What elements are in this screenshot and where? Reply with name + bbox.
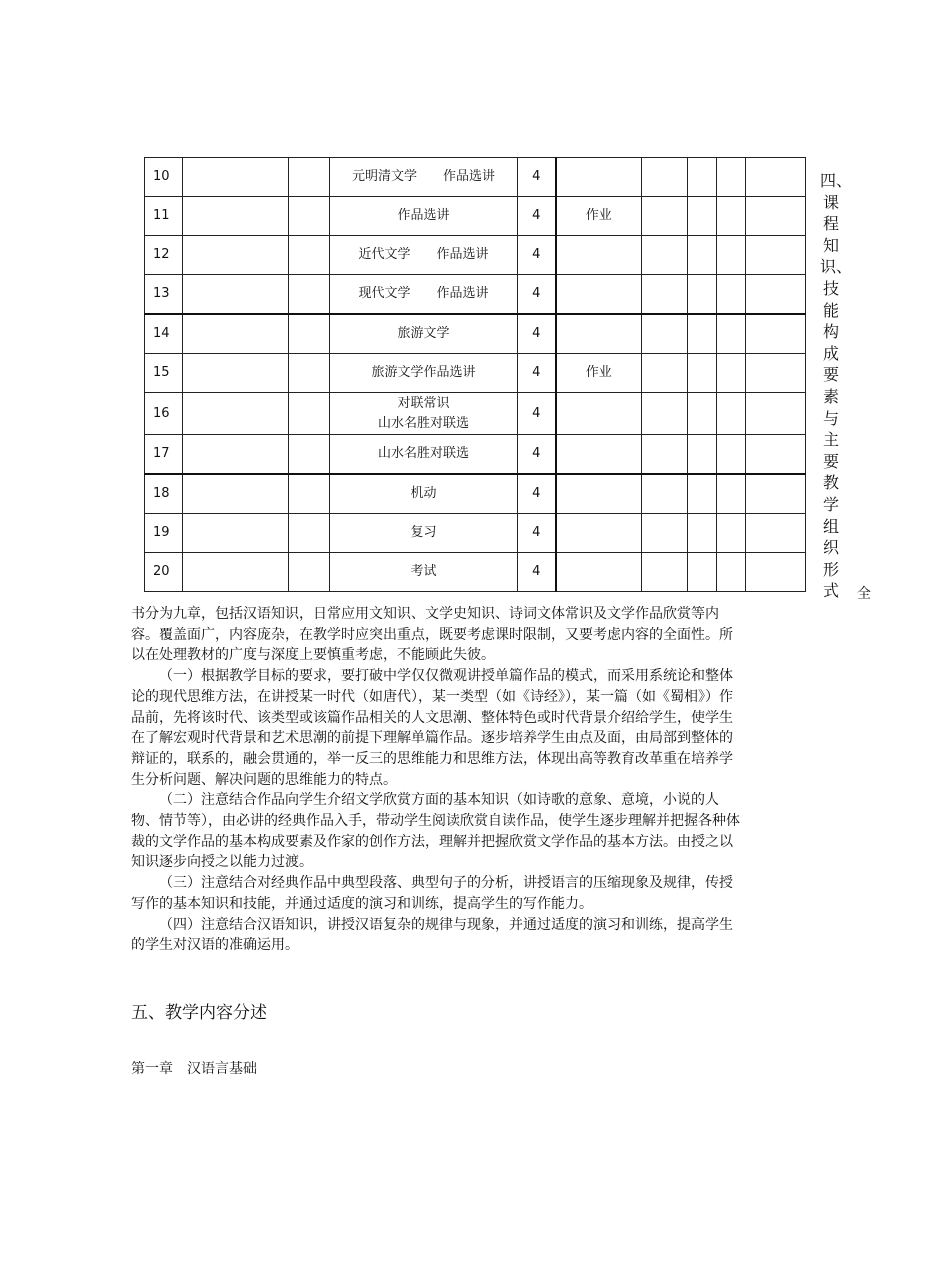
paragraph-2: （二）注意结合作品向学生介绍文学欣赏方面的基本知识（如诗歌的意象、意境，小说的人物、情节等），由必讲的经典作品入手，带动学生阅读欣赏自读作品，使学生逐步理解并把握各种体裁的文学作品的基本构成要素及作家的创作方法，理解并把握欣赏文学作品的基本方法。由授之以知识逐步向授之以能力过渡。	[131, 792, 740, 871]
empty-cell	[746, 514, 806, 553]
empty-cell	[717, 553, 746, 592]
empty-cell	[289, 158, 330, 197]
empty-cell	[746, 197, 806, 236]
note-cell	[556, 158, 642, 197]
empty-cell	[717, 435, 746, 475]
empty-cell	[717, 197, 746, 236]
empty-cell	[642, 393, 688, 435]
topic-cell	[330, 158, 518, 197]
hours-cell: 4	[518, 197, 556, 236]
topic-text: 机动	[410, 486, 437, 501]
table-row	[145, 158, 806, 197]
note-cell: 作业	[556, 197, 642, 236]
week-cell: 19	[145, 514, 183, 553]
note-cell	[556, 474, 642, 514]
empty-cell	[642, 435, 688, 475]
topic-text: 作品选讲	[397, 208, 450, 223]
table-row	[145, 474, 806, 514]
side-trailing-char: 全	[857, 586, 871, 602]
note-cell	[556, 553, 642, 592]
hours-cell: 4	[518, 236, 556, 275]
hours-cell: 4	[518, 314, 556, 354]
empty-cell	[289, 236, 330, 275]
empty-cell	[183, 553, 289, 592]
hours-cell: 4	[518, 514, 556, 553]
topic-cell	[330, 474, 518, 514]
empty-cell	[746, 158, 806, 197]
hours-cell: 4	[518, 393, 556, 435]
week-cell: 18	[145, 474, 183, 514]
topic-cell	[330, 553, 518, 592]
week-cell: 13	[145, 275, 183, 315]
empty-cell	[688, 514, 717, 553]
empty-cell	[642, 275, 688, 315]
empty-cell	[289, 553, 330, 592]
empty-cell	[289, 354, 330, 393]
empty-cell	[717, 474, 746, 514]
week-cell: 14	[145, 314, 183, 354]
section-5-title: 五、教学内容分述	[131, 1003, 267, 1023]
topic-text: 现代文学 作品选讲	[358, 286, 489, 301]
empty-cell	[642, 553, 688, 592]
hours-cell: 4	[518, 275, 556, 315]
empty-cell	[289, 393, 330, 435]
hours-cell: 4	[518, 474, 556, 514]
empty-cell	[642, 354, 688, 393]
empty-cell	[688, 435, 717, 475]
note-cell	[556, 514, 642, 553]
table-row	[145, 435, 806, 475]
empty-cell	[746, 275, 806, 315]
week-cell: 15	[145, 354, 183, 393]
week-cell: 11	[145, 197, 183, 236]
empty-cell	[289, 275, 330, 315]
topic-cell	[330, 236, 518, 275]
empty-cell	[183, 393, 289, 435]
table-row	[145, 553, 806, 592]
empty-cell	[289, 514, 330, 553]
schedule-table	[144, 157, 806, 592]
empty-cell	[746, 393, 806, 435]
empty-cell	[688, 158, 717, 197]
week-cell: 12	[145, 236, 183, 275]
empty-cell	[642, 236, 688, 275]
empty-cell	[746, 314, 806, 354]
empty-cell	[717, 514, 746, 553]
empty-cell	[289, 197, 330, 236]
empty-cell	[688, 314, 717, 354]
topic-cell	[330, 197, 518, 236]
note-cell	[556, 435, 642, 475]
empty-cell	[717, 236, 746, 275]
topic-text: 复习	[410, 525, 437, 540]
topic-text: 对联常识	[397, 395, 450, 411]
empty-cell	[183, 275, 289, 315]
empty-cell	[183, 354, 289, 393]
hours-cell: 4	[518, 354, 556, 393]
empty-cell	[642, 514, 688, 553]
week-cell: 20	[145, 553, 183, 592]
topic-cell	[330, 354, 518, 393]
empty-cell	[642, 158, 688, 197]
paragraph-intro: 书分为九章，包括汉语知识，日常应用文知识、文学史知识、诗词文体常识及文学作品欣赏等内容。覆盖面广，内容庞杂，在教学时应突出重点，既要考虑课时限制，又要考虑内容的全面性。所以在处理教材的广度与深度上要慎重考虑，不能顾此失彼。	[131, 606, 733, 664]
topic-cell	[330, 393, 518, 435]
table-row	[145, 354, 806, 393]
empty-cell	[289, 474, 330, 514]
empty-cell	[688, 236, 717, 275]
topic-text: 旅游文学作品选讲	[371, 365, 476, 380]
note-cell: 作业	[556, 354, 642, 393]
empty-cell	[289, 314, 330, 354]
table-row	[145, 393, 806, 435]
empty-cell	[183, 236, 289, 275]
week-cell: 16	[145, 393, 183, 435]
topic-text: 旅游文学	[397, 326, 450, 341]
empty-cell	[183, 435, 289, 475]
paragraph-4: （四）注意结合汉语知识，讲授汉语复杂的规律与现象，并通过适度的演习和训练，提高学生的学生对汉语的准确运用。	[131, 916, 733, 954]
topic-text: 元明清文学 作品选讲	[351, 169, 495, 184]
topic-text: 近代文学 作品选讲	[358, 247, 489, 262]
empty-cell	[183, 197, 289, 236]
empty-cell	[688, 553, 717, 592]
note-cell	[556, 314, 642, 354]
empty-cell	[642, 197, 688, 236]
empty-cell	[183, 514, 289, 553]
empty-cell	[688, 197, 717, 236]
empty-cell	[717, 314, 746, 354]
schedule-body	[145, 158, 806, 592]
hours-cell: 4	[518, 158, 556, 197]
side-heading: 四、课程知识、技能构成要素与主要教学组织形式	[820, 171, 853, 601]
empty-cell	[746, 474, 806, 514]
empty-cell	[183, 158, 289, 197]
empty-cell	[746, 354, 806, 393]
topic-cell	[330, 314, 518, 354]
topic-text: 考试	[410, 564, 437, 579]
topic-cell	[330, 275, 518, 315]
hours-cell: 4	[518, 553, 556, 592]
empty-cell	[642, 314, 688, 354]
empty-cell	[183, 314, 289, 354]
week-cell: 17	[145, 435, 183, 475]
empty-cell	[688, 474, 717, 514]
empty-cell	[717, 354, 746, 393]
empty-cell	[688, 393, 717, 435]
empty-cell	[642, 474, 688, 514]
chapter-1-title: 第一章 汉语言基础	[131, 1061, 257, 1077]
empty-cell	[717, 275, 746, 315]
empty-cell	[746, 435, 806, 475]
table-row	[145, 236, 806, 275]
empty-cell	[717, 393, 746, 435]
empty-cell	[289, 435, 330, 475]
topic-text-line2: 山水名胜对联选	[377, 415, 469, 431]
hours-cell: 4	[518, 435, 556, 475]
empty-cell	[746, 236, 806, 275]
table-row	[145, 314, 806, 354]
table-row	[145, 514, 806, 553]
topic-cell	[330, 514, 518, 553]
paragraph-3: （三）注意结合对经典作品中典型段落、典型句子的分析，讲授语言的压缩现象及规律，传授写作的基本知识和技能，并通过适度的演习和训练，提高学生的写作能力。	[131, 875, 733, 912]
empty-cell	[717, 158, 746, 197]
body-text	[131, 604, 746, 956]
empty-cell	[688, 354, 717, 393]
table-row	[145, 197, 806, 236]
table-row	[145, 275, 806, 315]
topic-text: 山水名胜对联选	[377, 446, 469, 461]
topic-cell	[330, 435, 518, 475]
note-cell	[556, 236, 642, 275]
note-cell	[556, 393, 642, 435]
note-cell	[556, 275, 642, 315]
empty-cell	[688, 275, 717, 315]
empty-cell	[183, 474, 289, 514]
week-cell: 10	[145, 158, 183, 197]
paragraph-1: （一）根据教学目标的要求，要打破中学仅仅微观讲授单篇作品的模式，而采用系统论和整体论的现代思维方法，在讲授某一时代（如唐代），某一类型（如《诗经》），某一篇（如《蜀相》）作品前，先将该时代、该类型或该篇作品相关的人文思潮、整体特色或时代背景介绍给学生，使学生在了解宏观时代背景和艺术思潮的前提下理解单篇作品。逐步培养学生由点及面，由局部到整体的辩证的，联系的，融会贯通的，举一反三的思维能力和思维方法，体现出高等教育改革重在培养学生分析问题、解决问题的思维能力的特点。	[131, 668, 733, 788]
empty-cell	[746, 553, 806, 592]
